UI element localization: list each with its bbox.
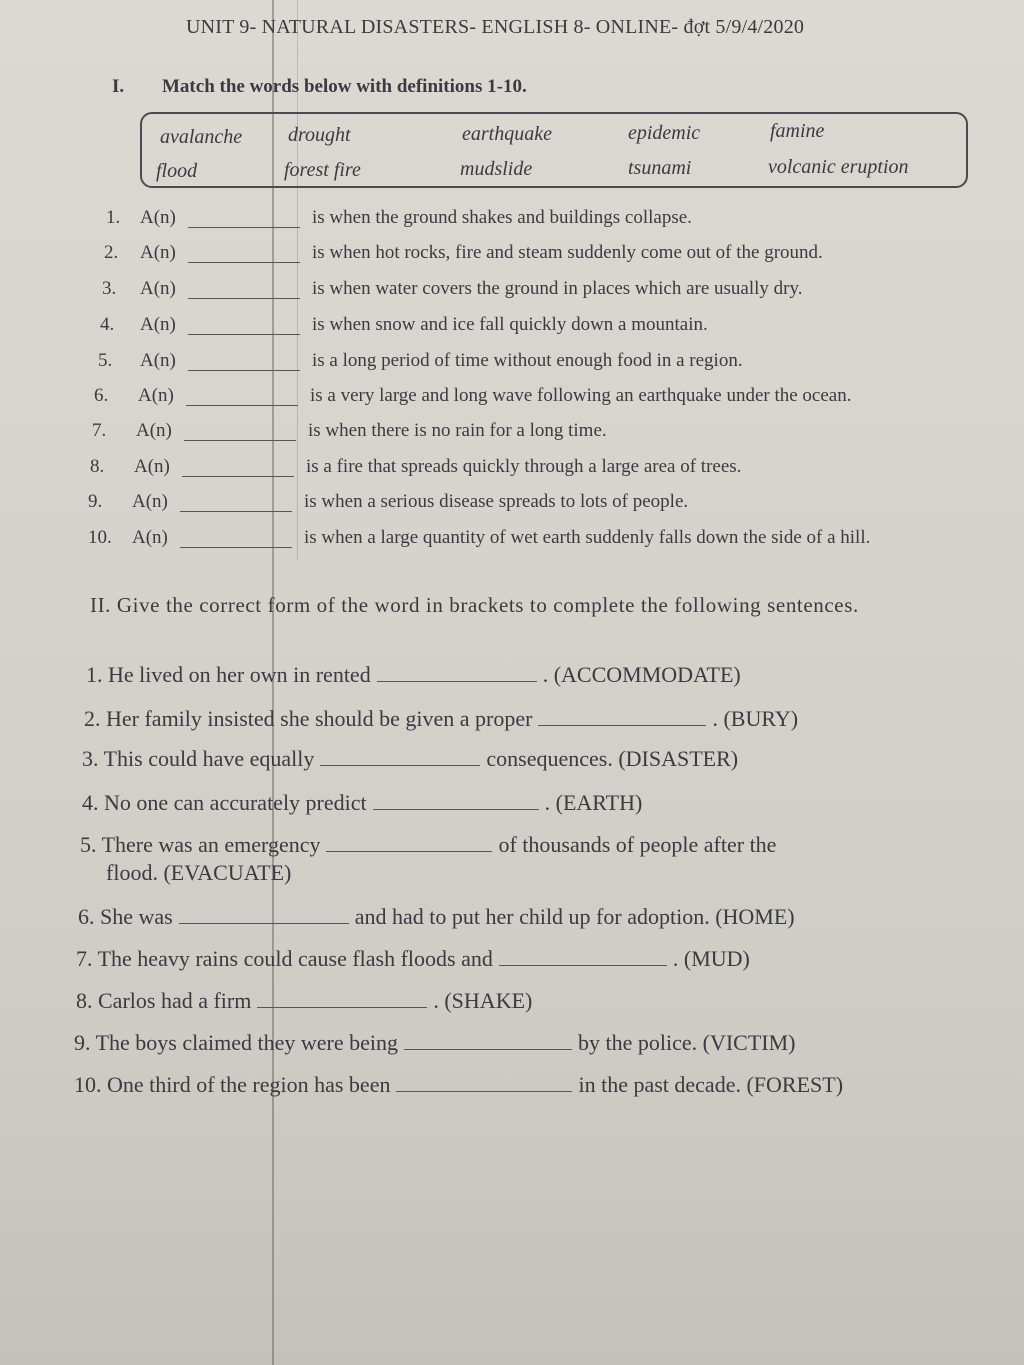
definition-number: 9.	[88, 491, 103, 512]
sentence-text: by the police. (VICTIM)	[578, 1030, 796, 1055]
word-bank-item: epidemic	[628, 122, 701, 144]
word-bank-item: volcanic eruption	[768, 156, 909, 178]
sentence-text: 5. There was an emergency	[80, 832, 321, 857]
word-bank-item: famine	[770, 120, 825, 142]
definition-text: is a long period of time without enough food in a region.	[312, 350, 743, 371]
sentence-text: flood. (EVACUATE)	[106, 860, 292, 885]
definition-number: 4.	[100, 314, 115, 335]
answer-blank[interactable]	[373, 791, 539, 810]
definition-row	[90, 456, 1010, 486]
answer-blank[interactable]	[184, 440, 296, 441]
word-bank-item: forest fire	[284, 159, 361, 181]
worksheet-title: UNIT 9- NATURAL DISASTERS- ENGLISH 8- ONLINE- đợt 5/9/4/2020	[186, 16, 805, 38]
sentence-row	[74, 1072, 843, 1098]
definition-row	[96, 350, 1016, 380]
sentence-text: 1. He lived on her own in rented	[86, 662, 371, 687]
sentence-text: . (SHAKE)	[433, 988, 533, 1013]
definition-number: 1.	[106, 207, 121, 228]
sentence-text: 8. Carlos had a firm	[76, 988, 252, 1013]
answer-blank[interactable]	[499, 947, 667, 966]
answer-blank[interactable]	[320, 747, 480, 766]
word-bank-item: earthquake	[462, 123, 552, 145]
sentence-continuation	[106, 860, 291, 886]
sentence-row	[76, 946, 750, 972]
sentence-text: . (ACCOMMODATE)	[542, 662, 741, 687]
answer-blank[interactable]	[182, 476, 294, 477]
word-bank-item: mudslide	[460, 158, 533, 180]
word-bank-item: flood	[156, 160, 198, 182]
sentence-text: 7. The heavy rains could cause flash floods and	[76, 946, 493, 971]
sentence-row	[84, 706, 798, 732]
sentence-text: consequences. (DISASTER)	[486, 746, 739, 771]
definition-text: is a very large and long wave following an earthquake under the ocean.	[310, 385, 852, 406]
definition-prefix: A(n)	[132, 491, 168, 512]
definition-row	[96, 207, 1016, 237]
definition-prefix: A(n)	[140, 207, 176, 228]
answer-blank[interactable]	[257, 989, 427, 1008]
answer-blank[interactable]	[179, 905, 349, 924]
definition-number: 2.	[104, 242, 119, 263]
answer-blank[interactable]	[538, 707, 706, 726]
definition-text: is when a serious disease spreads to lots of people.	[304, 491, 689, 512]
sentence-text: . (EARTH)	[544, 790, 643, 815]
answer-blank[interactable]	[326, 833, 492, 852]
definition-prefix: A(n)	[132, 527, 168, 548]
definition-text: is when a large quantity of wet earth suddenly falls down the side of a hill.	[304, 527, 871, 548]
definition-row	[96, 278, 1016, 308]
sentence-text: 2. Her family insisted she should be given a proper	[84, 706, 533, 731]
section2-heading: II. Give the correct form of the word in brackets to complete the following sentences.	[90, 593, 859, 617]
definition-text: is when the ground shakes and buildings collapse.	[312, 207, 692, 228]
word-bank-item: tsunami	[628, 157, 692, 179]
answer-blank[interactable]	[188, 227, 300, 228]
definition-row	[96, 242, 1016, 272]
sentence-row	[76, 988, 532, 1014]
sentence-text: . (BURY)	[712, 706, 799, 731]
sentence-text: 9. The boys claimed they were being	[74, 1030, 398, 1055]
sentence-row	[86, 662, 741, 688]
answer-blank[interactable]	[396, 1073, 572, 1092]
sentence-row	[78, 904, 795, 930]
answer-blank[interactable]	[188, 262, 300, 263]
word-box	[140, 112, 968, 188]
definition-prefix: A(n)	[140, 278, 176, 299]
sentence-text: 4. No one can accurately predict	[82, 790, 367, 815]
answer-blank[interactable]	[404, 1031, 572, 1050]
answer-blank[interactable]	[188, 370, 300, 371]
definition-prefix: A(n)	[140, 314, 176, 335]
sentence-text: 6. She was	[78, 904, 173, 929]
definition-row	[88, 491, 1008, 521]
sentence-text: 3. This could have equally	[82, 746, 315, 771]
definition-row	[94, 385, 1014, 415]
definition-row	[96, 314, 1016, 344]
definition-prefix: A(n)	[134, 456, 170, 477]
definition-number: 3.	[102, 278, 117, 299]
definition-prefix: A(n)	[140, 242, 176, 263]
definition-number: 6.	[94, 385, 109, 406]
definition-text: is when snow and ice fall quickly down a mountain.	[312, 314, 708, 335]
answer-blank[interactable]	[180, 511, 292, 512]
answer-blank[interactable]	[180, 547, 292, 548]
definition-prefix: A(n)	[140, 350, 176, 371]
section1-number: I.	[112, 76, 125, 97]
definition-text: is a fire that spreads quickly through a large area of trees.	[306, 456, 742, 477]
answer-blank[interactable]	[377, 663, 537, 682]
definition-number: 8.	[90, 456, 105, 477]
section1-heading-text: Match the words below with definitions 1-10.	[162, 76, 527, 97]
definition-row	[92, 420, 1012, 450]
definition-number: 7.	[92, 420, 107, 441]
section1-heading	[112, 76, 527, 98]
definition-prefix: A(n)	[136, 420, 172, 441]
definition-prefix: A(n)	[138, 385, 174, 406]
sentence-text: of thousands of people after the	[498, 832, 777, 857]
sentence-text: in the past decade. (FOREST)	[578, 1072, 844, 1097]
definition-row	[88, 527, 1008, 557]
sentence-text: . (MUD)	[672, 946, 750, 971]
definition-text: is when hot rocks, fire and steam suddenly come out of the ground.	[312, 242, 823, 263]
answer-blank[interactable]	[188, 298, 300, 299]
definition-number: 5.	[98, 350, 113, 371]
sentence-row	[80, 832, 776, 858]
sentence-text: 10. One third of the region has been	[74, 1072, 391, 1097]
word-bank-item: drought	[288, 124, 351, 146]
definition-text: is when there is no rain for a long time.	[308, 420, 607, 441]
answer-blank[interactable]	[188, 334, 300, 335]
sentence-row	[82, 746, 738, 772]
definition-number: 10.	[88, 527, 112, 548]
sentence-row	[82, 790, 642, 816]
word-bank-item: avalanche	[160, 126, 243, 148]
sentence-row	[74, 1030, 796, 1056]
answer-blank[interactable]	[186, 405, 298, 406]
sentence-text: and had to put her child up for adoption. (HOME)	[354, 904, 795, 929]
definition-text: is when water covers the ground in places which are usually dry.	[312, 278, 803, 299]
